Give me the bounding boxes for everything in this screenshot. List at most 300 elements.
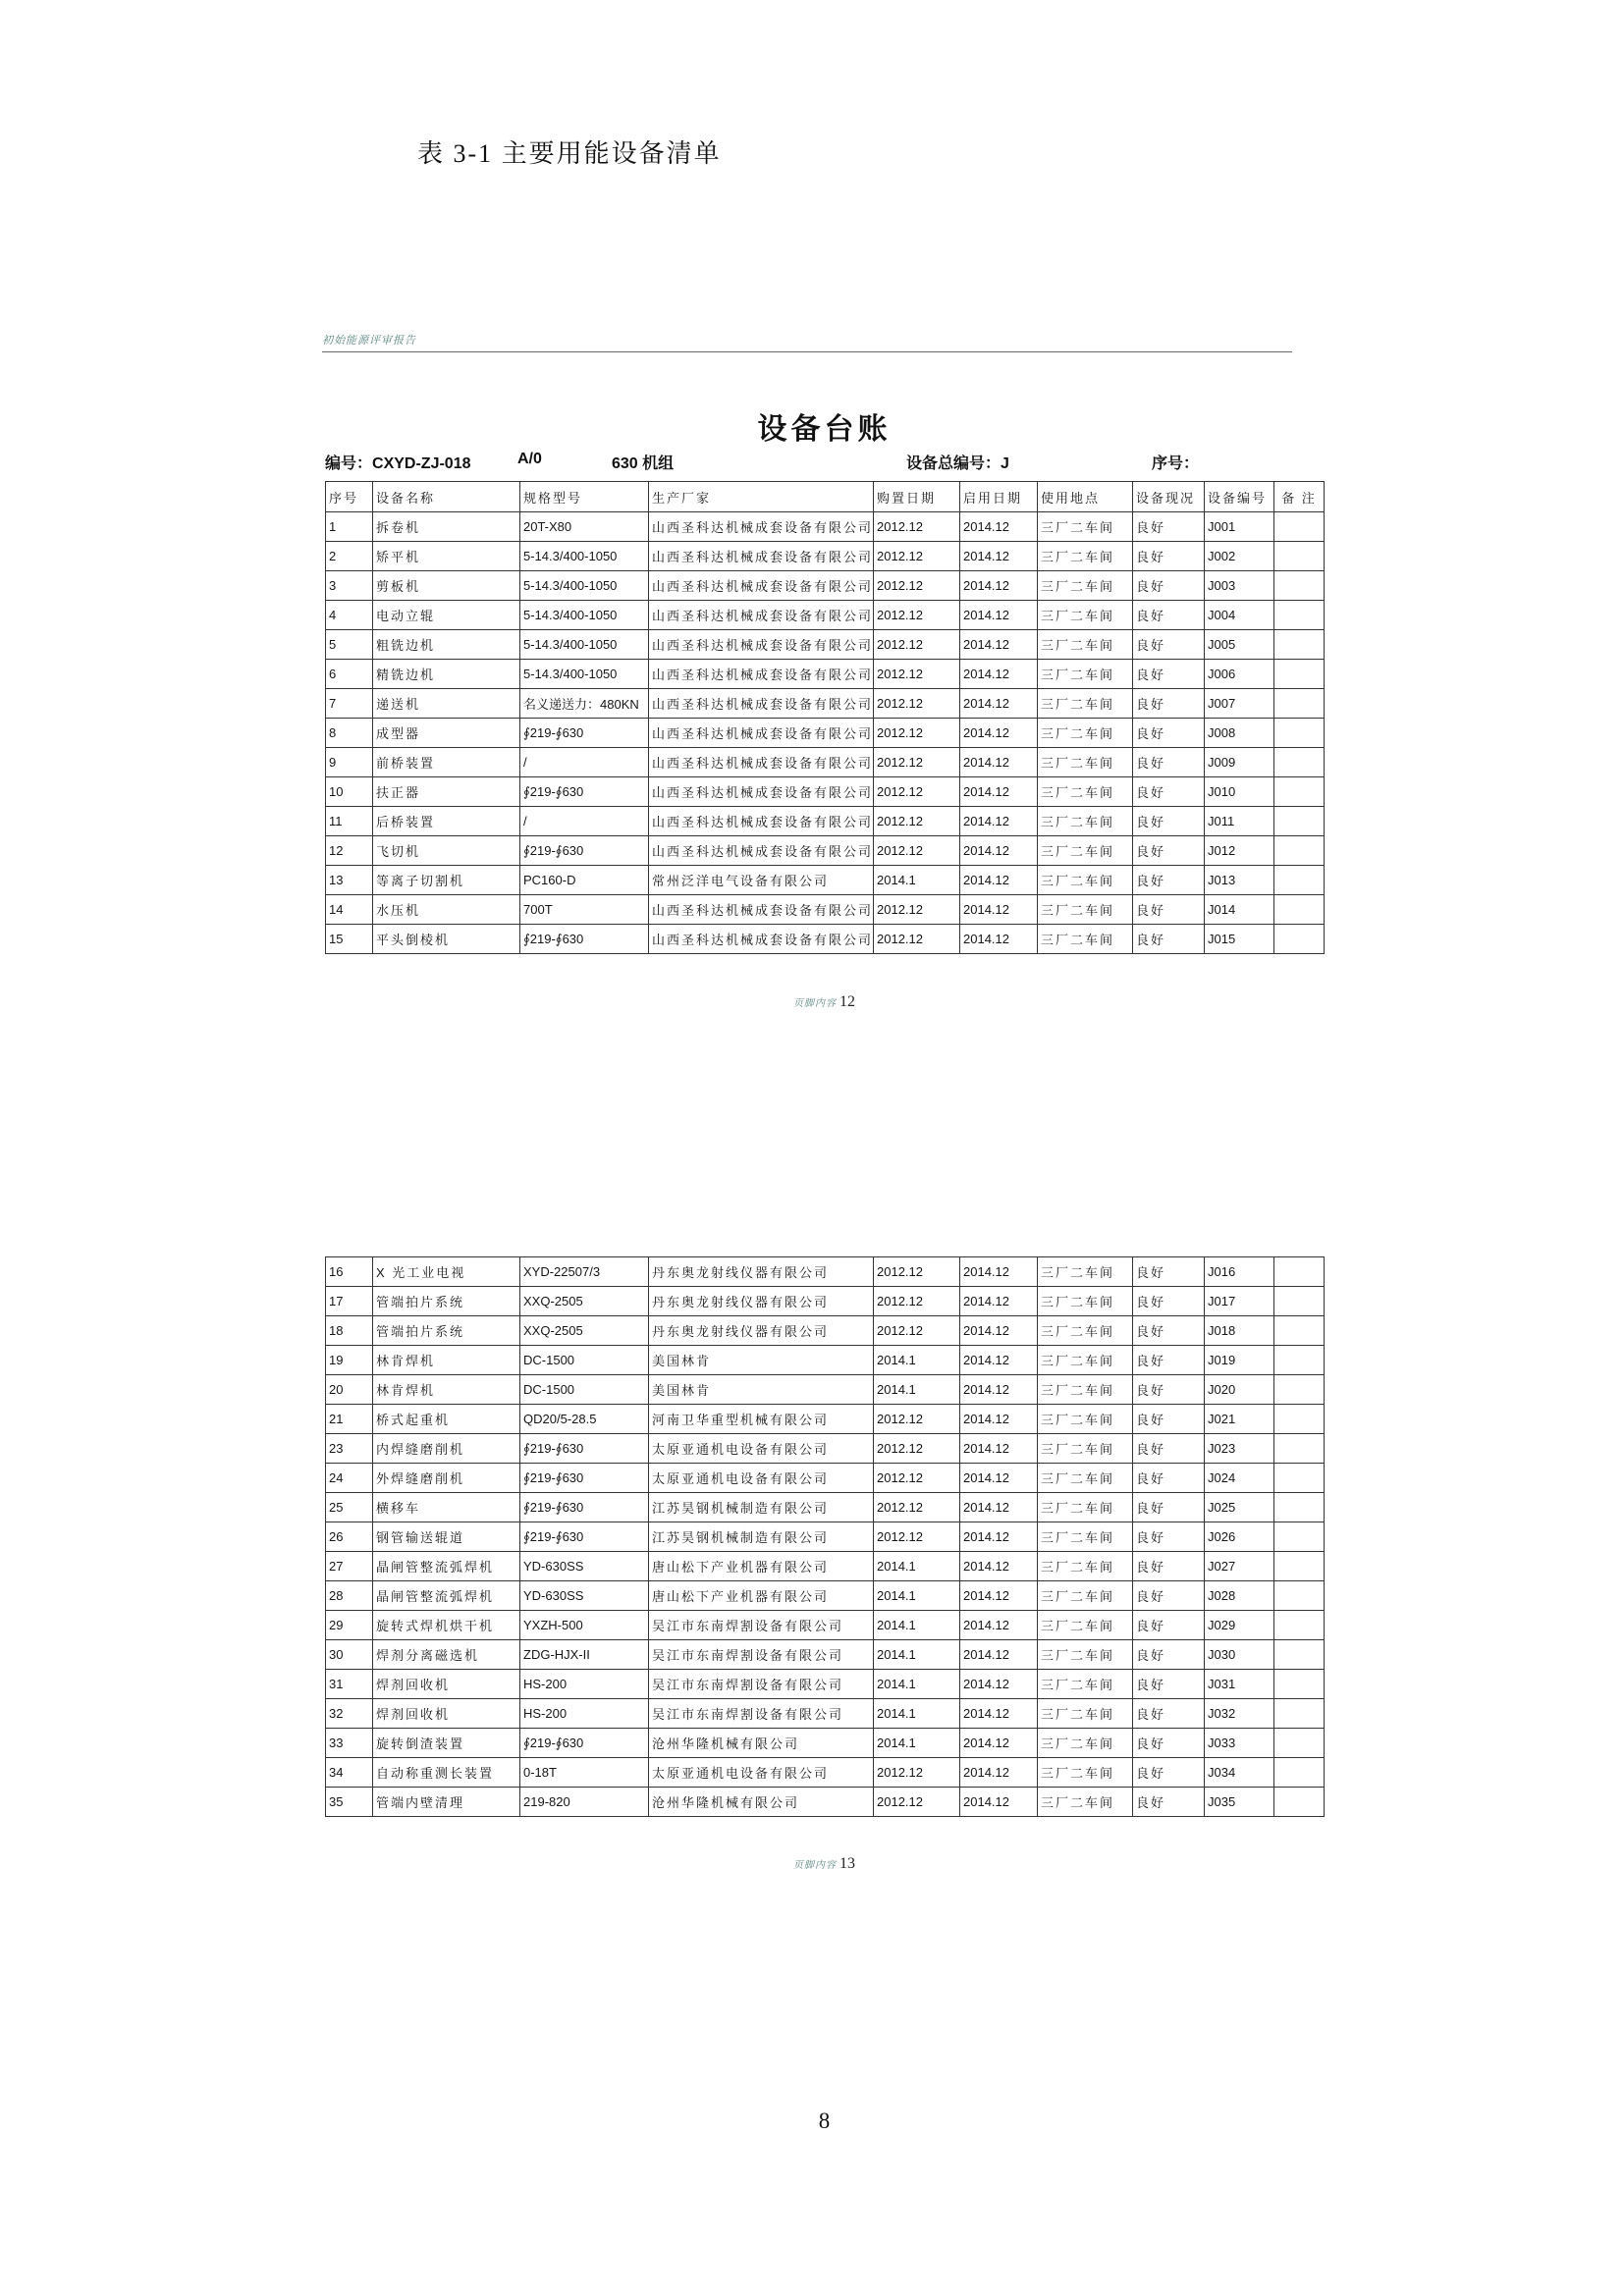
cell-purchase-date: 2014.1 [874,1346,960,1375]
cell-location: 三厂二车间 [1038,1522,1133,1552]
cell-remark [1274,512,1325,542]
cell-purchase-date: 2014.1 [874,1670,960,1699]
page-title: 表 3-1 主要用能设备清单 [417,139,722,168]
cell-start-date: 2014.12 [960,1670,1038,1699]
cell-no: 24 [326,1464,373,1493]
total-number-value: J [1001,455,1009,472]
cell-code: J005 [1205,630,1274,660]
cell-purchase-date: 2014.1 [874,1375,960,1405]
cell-no: 32 [326,1699,373,1729]
cell-remark [1274,1699,1325,1729]
table-row [326,1464,1325,1493]
cell-no: 3 [326,571,373,601]
table-row [326,1581,1325,1611]
cell-no: 2 [326,542,373,571]
cell-maker: 山西圣科达机械成套设备有限公司 [649,807,874,836]
cell-maker: 山西圣科达机械成套设备有限公司 [649,630,874,660]
table-row [326,866,1325,895]
cell-start-date: 2014.12 [960,630,1038,660]
cell-location: 三厂二车间 [1038,719,1133,748]
cell-name: 焊剂分离磁选机 [373,1640,520,1670]
cell-maker: 丹东奥龙射线仪器有限公司 [649,1316,874,1346]
table-row [326,1670,1325,1699]
cell-purchase-date: 2012.12 [874,1522,960,1552]
table-row [326,1405,1325,1434]
header-cell-remark: 备 注 [1274,482,1325,512]
cell-start-date: 2014.12 [960,836,1038,866]
cell-name: 管端拍片系统 [373,1287,520,1316]
cell-purchase-date: 2012.12 [874,748,960,777]
table-row [326,925,1325,954]
cell-start-date: 2014.12 [960,807,1038,836]
cell-status: 良好 [1133,777,1205,807]
cell-remark [1274,1758,1325,1788]
cell-status: 良好 [1133,1287,1205,1316]
cell-status: 良好 [1133,1581,1205,1611]
cell-spec: PC160-D [520,866,649,895]
cell-purchase-date: 2012.12 [874,895,960,925]
ledger-meta-row [325,451,1324,476]
cell-spec: HS-200 [520,1699,649,1729]
cell-status: 良好 [1133,1788,1205,1817]
table-row [326,895,1325,925]
cell-name: 旋转倒渣装置 [373,1729,520,1758]
cell-spec: 219-820 [520,1788,649,1817]
cell-name: 电动立辊 [373,601,520,630]
table-row [326,512,1325,542]
cell-start-date: 2014.12 [960,601,1038,630]
cell-name: 自动称重测长装置 [373,1758,520,1788]
cell-location: 三厂二车间 [1038,1405,1133,1434]
cell-code: J028 [1205,1581,1274,1611]
cell-code: J033 [1205,1729,1274,1758]
table-row [326,1758,1325,1788]
cell-name: X 光工业电视 [373,1257,520,1287]
cell-code: J010 [1205,777,1274,807]
cell-code: J001 [1205,512,1274,542]
cell-code: J019 [1205,1346,1274,1375]
cell-status: 良好 [1133,601,1205,630]
table-row [326,719,1325,748]
cell-remark [1274,1552,1325,1581]
cell-spec: 0-18T [520,1758,649,1788]
cell-status: 良好 [1133,1522,1205,1552]
cell-spec: ∮219-∮630 [520,925,649,954]
cell-maker: 山西圣科达机械成套设备有限公司 [649,660,874,689]
cell-start-date: 2014.12 [960,1581,1038,1611]
footer-page-1: 12 [839,993,855,1010]
cell-code: J027 [1205,1552,1274,1581]
cell-spec: ∮219-∮630 [520,1522,649,1552]
table-row [326,1346,1325,1375]
cell-spec: ∮219-∮630 [520,1434,649,1464]
cell-remark [1274,1257,1325,1287]
cell-start-date: 2014.12 [960,719,1038,748]
table-row [326,748,1325,777]
table-row [326,660,1325,689]
cell-start-date: 2014.12 [960,748,1038,777]
cell-status: 良好 [1133,1257,1205,1287]
cell-location: 三厂二车间 [1038,1729,1133,1758]
doc-number-field [325,451,471,473]
cell-maker: 吴江市东南焊割设备有限公司 [649,1640,874,1670]
cell-name: 晶闸管整流弧焊机 [373,1552,520,1581]
cell-code: J021 [1205,1405,1274,1434]
cell-no: 30 [326,1640,373,1670]
equipment-table-1 [325,481,1325,954]
cell-maker: 沧州华隆机械有限公司 [649,1788,874,1817]
cell-status: 良好 [1133,748,1205,777]
cell-location: 三厂二车间 [1038,1581,1133,1611]
cell-spec: / [520,748,649,777]
cell-maker: 山西圣科达机械成套设备有限公司 [649,512,874,542]
cell-no: 8 [326,719,373,748]
cell-location: 三厂二车间 [1038,866,1133,895]
cell-status: 良好 [1133,807,1205,836]
cell-start-date: 2014.12 [960,1552,1038,1581]
table-row [326,807,1325,836]
cell-no: 1 [326,512,373,542]
cell-purchase-date: 2012.12 [874,777,960,807]
cell-maker: 山西圣科达机械成套设备有限公司 [649,601,874,630]
cell-maker: 唐山松下产业机器有限公司 [649,1552,874,1581]
cell-maker: 山西圣科达机械成套设备有限公司 [649,719,874,748]
cell-maker: 江苏昊钢机械制造有限公司 [649,1522,874,1552]
cell-start-date: 2014.12 [960,1405,1038,1434]
cell-start-date: 2014.12 [960,895,1038,925]
cell-remark [1274,1375,1325,1405]
page-number: 8 [818,2109,831,2133]
cell-remark [1274,895,1325,925]
cell-name: 前桥装置 [373,748,520,777]
cell-spec: 5-14.3/400-1050 [520,542,649,571]
cell-start-date: 2014.12 [960,512,1038,542]
cell-spec: YXZH-500 [520,1611,649,1640]
cell-remark [1274,630,1325,660]
cell-name: 递送机 [373,689,520,719]
cell-no: 21 [326,1405,373,1434]
cell-location: 三厂二车间 [1038,601,1133,630]
scan-footer-2 [325,1855,1324,1873]
cell-spec: 5-14.3/400-1050 [520,630,649,660]
cell-spec: QD20/5-28.5 [520,1405,649,1434]
cell-maker: 太原亚通机电设备有限公司 [649,1434,874,1464]
cell-status: 良好 [1133,1346,1205,1375]
cell-no: 9 [326,748,373,777]
cell-remark [1274,660,1325,689]
cell-name: 旋转式焊机烘干机 [373,1611,520,1640]
cell-no: 29 [326,1611,373,1640]
cell-purchase-date: 2012.12 [874,512,960,542]
table-row [326,1375,1325,1405]
cell-no: 20 [326,1375,373,1405]
cell-remark [1274,1493,1325,1522]
table-header-row [326,482,1325,512]
cell-start-date: 2014.12 [960,571,1038,601]
cell-location: 三厂二车间 [1038,1464,1133,1493]
cell-status: 良好 [1133,1729,1205,1758]
cell-start-date: 2014.12 [960,1257,1038,1287]
doc-number-value: CXYD-ZJ-018 [372,455,471,472]
cell-location: 三厂二车间 [1038,1758,1133,1788]
cell-start-date: 2014.12 [960,1375,1038,1405]
cell-no: 28 [326,1581,373,1611]
cell-status: 良好 [1133,1375,1205,1405]
cell-start-date: 2014.12 [960,777,1038,807]
sequence-label: 序号： [1152,455,1200,472]
cell-remark [1274,1346,1325,1375]
cell-purchase-date: 2012.12 [874,542,960,571]
cell-purchase-date: 2012.12 [874,689,960,719]
table-row [326,1316,1325,1346]
cell-code: J029 [1205,1611,1274,1640]
cell-location: 三厂二车间 [1038,571,1133,601]
cell-spec: 5-14.3/400-1050 [520,660,649,689]
cell-maker: 河南卫华重型机械有限公司 [649,1405,874,1434]
cell-purchase-date: 2012.12 [874,719,960,748]
cell-remark [1274,1434,1325,1464]
cell-location: 三厂二车间 [1038,1257,1133,1287]
cell-maker: 丹东奥龙射线仪器有限公司 [649,1257,874,1287]
cell-status: 良好 [1133,925,1205,954]
equipment-table-2 [325,1256,1325,1817]
cell-code: J004 [1205,601,1274,630]
cell-code: J026 [1205,1522,1274,1552]
cell-code: J008 [1205,719,1274,748]
cell-code: J020 [1205,1375,1274,1405]
cell-name: 后桥装置 [373,807,520,836]
cell-purchase-date: 2012.12 [874,660,960,689]
cell-spec: 700T [520,895,649,925]
cell-code: J035 [1205,1788,1274,1817]
cell-remark [1274,542,1325,571]
cell-remark [1274,719,1325,748]
cell-purchase-date: 2012.12 [874,1257,960,1287]
cell-status: 良好 [1133,1670,1205,1699]
header-cell-status: 设备现况 [1133,482,1205,512]
cell-maker: 唐山松下产业机器有限公司 [649,1581,874,1611]
cell-remark [1274,1611,1325,1640]
cell-remark [1274,925,1325,954]
cell-name: 横移车 [373,1493,520,1522]
cell-status: 良好 [1133,1758,1205,1788]
table-row [326,777,1325,807]
cell-code: J012 [1205,836,1274,866]
footer-page-2: 13 [839,1855,855,1872]
cell-start-date: 2014.12 [960,1346,1038,1375]
cell-purchase-date: 2014.1 [874,1640,960,1670]
cell-no: 16 [326,1257,373,1287]
cell-spec: ∮219-∮630 [520,719,649,748]
cell-purchase-date: 2012.12 [874,571,960,601]
cell-maker: 山西圣科达机械成套设备有限公司 [649,689,874,719]
cell-code: J025 [1205,1493,1274,1522]
cell-maker: 丹东奥龙射线仪器有限公司 [649,1287,874,1316]
cell-start-date: 2014.12 [960,1788,1038,1817]
cell-maker: 沧州华隆机械有限公司 [649,1729,874,1758]
cell-location: 三厂二车间 [1038,1375,1133,1405]
cell-code: J031 [1205,1670,1274,1699]
cell-status: 良好 [1133,1552,1205,1581]
cell-name: 精铣边机 [373,660,520,689]
cell-no: 4 [326,601,373,630]
cell-status: 良好 [1133,895,1205,925]
cell-spec: 5-14.3/400-1050 [520,601,649,630]
cell-status: 良好 [1133,1640,1205,1670]
header-cell-name: 设备名称 [373,482,520,512]
cell-code: J014 [1205,895,1274,925]
cell-code: J007 [1205,689,1274,719]
cell-spec: ∮219-∮630 [520,777,649,807]
doc-revision-value: A/0 [517,451,542,467]
cell-location: 三厂二车间 [1038,1346,1133,1375]
cell-spec: YD-630SS [520,1581,649,1611]
cell-start-date: 2014.12 [960,1729,1038,1758]
cell-name: 飞切机 [373,836,520,866]
cell-status: 良好 [1133,1493,1205,1522]
table-row [326,601,1325,630]
cell-maker: 山西圣科达机械成套设备有限公司 [649,748,874,777]
cell-maker: 吴江市东南焊割设备有限公司 [649,1670,874,1699]
cell-code: J003 [1205,571,1274,601]
table-row [326,1552,1325,1581]
cell-name: 等离子切割机 [373,866,520,895]
doc-number-label: 编号： [325,455,373,472]
total-number-field [906,451,1009,473]
cell-purchase-date: 2012.12 [874,1405,960,1434]
cell-start-date: 2014.12 [960,1434,1038,1464]
cell-spec: 20T-X80 [520,512,649,542]
cell-maker: 吴江市东南焊割设备有限公司 [649,1699,874,1729]
cell-no: 17 [326,1287,373,1316]
cell-location: 三厂二车间 [1038,1287,1133,1316]
cell-purchase-date: 2012.12 [874,1788,960,1817]
table-row [326,689,1325,719]
cell-start-date: 2014.12 [960,866,1038,895]
cell-maker: 吴江市东南焊割设备有限公司 [649,1611,874,1640]
cell-code: J030 [1205,1640,1274,1670]
cell-purchase-date: 2014.1 [874,1581,960,1611]
table-row [326,1788,1325,1817]
cell-code: J017 [1205,1287,1274,1316]
cell-spec: XXQ-2505 [520,1287,649,1316]
cell-maker: 山西圣科达机械成套设备有限公司 [649,542,874,571]
cell-code: J015 [1205,925,1274,954]
cell-location: 三厂二车间 [1038,1493,1133,1522]
cell-no: 35 [326,1788,373,1817]
report-header-note: 初始能源评审报告 [322,335,416,347]
cell-start-date: 2014.12 [960,1640,1038,1670]
cell-start-date: 2014.12 [960,1611,1038,1640]
cell-location: 三厂二车间 [1038,630,1133,660]
cell-status: 良好 [1133,512,1205,542]
cell-code: J011 [1205,807,1274,836]
cell-location: 三厂二车间 [1038,836,1133,866]
cell-remark [1274,1405,1325,1434]
cell-status: 良好 [1133,719,1205,748]
cell-status: 良好 [1133,836,1205,866]
cell-no: 6 [326,660,373,689]
cell-location: 三厂二车间 [1038,748,1133,777]
cell-name: 拆卷机 [373,512,520,542]
cell-name: 晶闸管整流弧焊机 [373,1581,520,1611]
cell-location: 三厂二车间 [1038,1552,1133,1581]
cell-spec: DC-1500 [520,1375,649,1405]
cell-maker: 山西圣科达机械成套设备有限公司 [649,777,874,807]
cell-no: 18 [326,1316,373,1346]
unit-value: 630 机组 [612,455,675,472]
header-cell-maker: 生产厂家 [649,482,874,512]
cell-no: 27 [326,1552,373,1581]
cell-location: 三厂二车间 [1038,925,1133,954]
cell-location: 三厂二车间 [1038,1434,1133,1464]
cell-no: 34 [326,1758,373,1788]
cell-purchase-date: 2014.1 [874,1699,960,1729]
cell-location: 三厂二车间 [1038,660,1133,689]
cell-no: 19 [326,1346,373,1375]
cell-code: J023 [1205,1434,1274,1464]
cell-maker: 美国林肯 [649,1375,874,1405]
cell-maker: 山西圣科达机械成套设备有限公司 [649,571,874,601]
cell-location: 三厂二车间 [1038,807,1133,836]
cell-spec: 5-14.3/400-1050 [520,571,649,601]
cell-code: J016 [1205,1257,1274,1287]
header-cell-purchase-date: 购置日期 [874,482,960,512]
cell-purchase-date: 2012.12 [874,807,960,836]
cell-location: 三厂二车间 [1038,895,1133,925]
cell-name: 平头倒棱机 [373,925,520,954]
cell-location: 三厂二车间 [1038,1670,1133,1699]
ledger-title: 设备台账 [757,413,892,446]
cell-no: 15 [326,925,373,954]
cell-status: 良好 [1133,1405,1205,1434]
cell-name: 管端内壁清理 [373,1788,520,1817]
cell-maker: 常州泛洋电气设备有限公司 [649,866,874,895]
cell-purchase-date: 2012.12 [874,925,960,954]
cell-status: 良好 [1133,542,1205,571]
cell-status: 良好 [1133,630,1205,660]
cell-name: 林肯焊机 [373,1346,520,1375]
cell-purchase-date: 2014.1 [874,866,960,895]
cell-remark [1274,1640,1325,1670]
table-row [326,1257,1325,1287]
cell-name: 林肯焊机 [373,1375,520,1405]
cell-name: 水压机 [373,895,520,925]
cell-name: 内焊缝磨削机 [373,1434,520,1464]
cell-purchase-date: 2012.12 [874,601,960,630]
cell-remark [1274,1287,1325,1316]
cell-location: 三厂二车间 [1038,1316,1133,1346]
cell-code: J024 [1205,1464,1274,1493]
cell-code: J006 [1205,660,1274,689]
header-cell-code: 设备编号 [1205,482,1274,512]
cell-purchase-date: 2012.12 [874,1464,960,1493]
total-number-label: 设备总编号： [906,455,1001,472]
cell-maker: 山西圣科达机械成套设备有限公司 [649,836,874,866]
cell-maker: 江苏昊钢机械制造有限公司 [649,1493,874,1522]
table-row [326,1522,1325,1552]
cell-purchase-date: 2012.12 [874,1493,960,1522]
cell-name: 粗铣边机 [373,630,520,660]
cell-status: 良好 [1133,660,1205,689]
cell-remark [1274,1522,1325,1552]
cell-code: J032 [1205,1699,1274,1729]
footer-label-2: 页脚内容 [793,1860,837,1871]
header-cell-no: 序号 [326,482,373,512]
cell-remark [1274,1788,1325,1817]
cell-start-date: 2014.12 [960,1758,1038,1788]
cell-status: 良好 [1133,571,1205,601]
